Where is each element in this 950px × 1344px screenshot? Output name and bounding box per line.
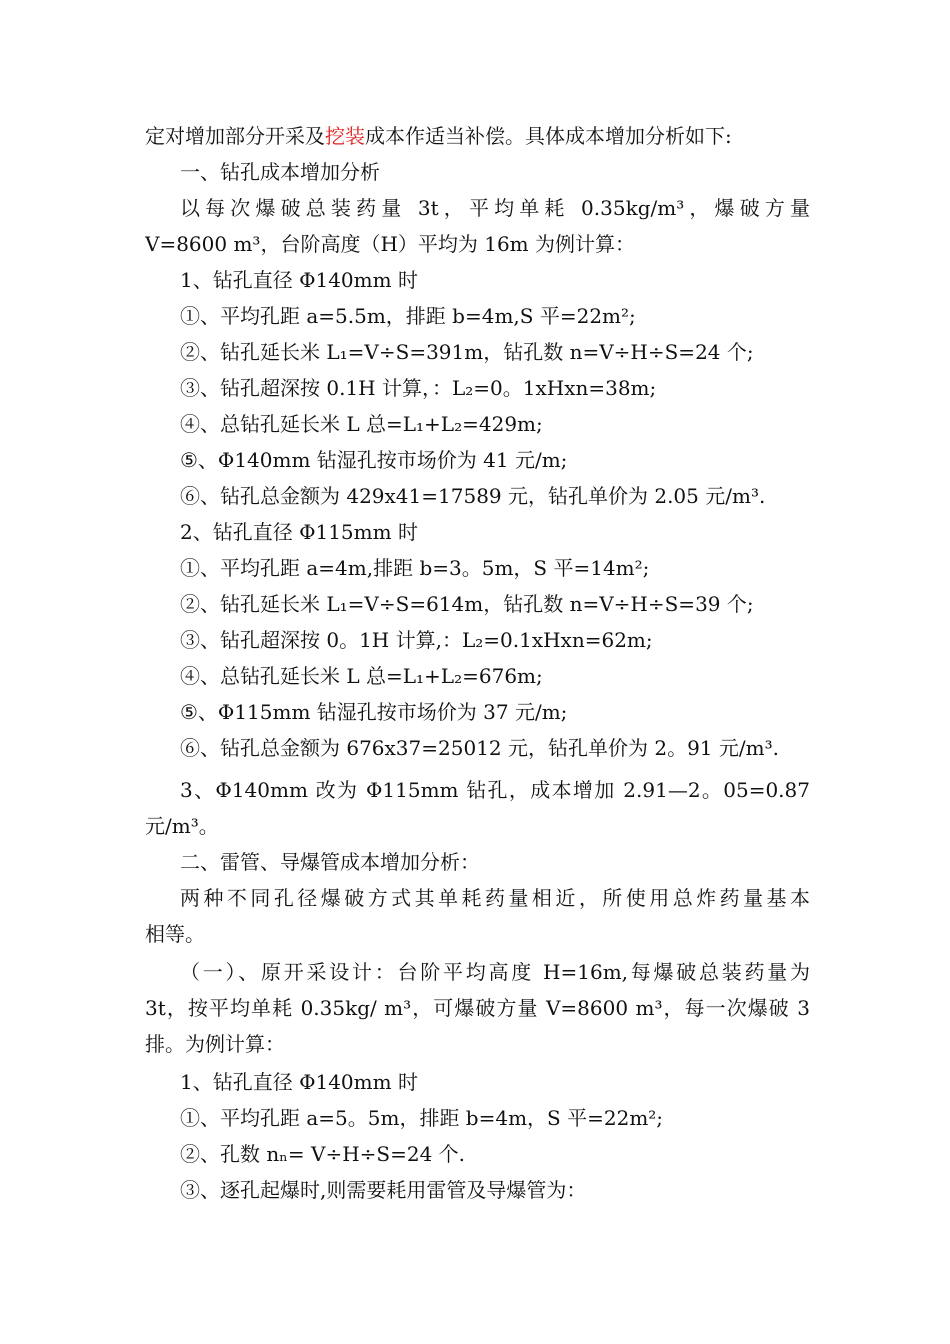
paragraph-line: （一）、原开采设计：台阶平均高度 H=16m,每爆破总装药量为 <box>180 960 810 984</box>
list-item: ⑥、钻孔总金额为 676ⅹ37=25012 元，钻孔单价为 2。91 元/m³. <box>180 736 779 760</box>
list-item: ③、钻孔超深按 0.1H 计算，：L₂=0。1ⅹHⅹn=38m; <box>180 376 657 400</box>
list-item: ⑥、钻孔总金额为 429ⅹ41=17589 元，钻孔单价为 2.05 元/m³. <box>180 484 766 508</box>
paragraph-line: 3t，按平均单耗 0.35kg/ m³，可爆破方量 V=8600 m³，每一次爆破 3 <box>145 996 810 1020</box>
paragraph-line: 以每次爆破总装药量 3t，平均单耗 0.35kg/m³，爆破方量 <box>180 196 810 220</box>
paragraph-line: 排。为例计算： <box>145 1032 285 1056</box>
paragraph-line: V=8600 m³，台阶高度（H）平均为 16m 为例计算： <box>145 232 636 256</box>
section-heading-2: 二、雷管、导爆管成本增加分析： <box>180 850 480 874</box>
section-heading-1: 一、钻孔成本增加分析 <box>180 160 380 184</box>
paragraph-line: 相等。 <box>145 922 205 946</box>
list-item: ①、平均孔距 a=4m,排距 b=3。5m，S 平=14m²; <box>180 556 650 580</box>
paragraph-line-1: 定对增加部分开采及挖装成本作适当补偿。具体成本增加分析如下: <box>145 124 732 148</box>
list-item: ⑤、Φ140mm 钻湿孔按市场价为 41 元/m; <box>180 448 568 472</box>
list-item: ④、总钻孔延长米 L 总=L₁+L₂=676m; <box>180 664 543 688</box>
list-item: ②、钻孔延长米 L₁=V÷S=391m，钻孔数 n=V÷H÷S=24 个; <box>180 340 754 364</box>
highlighted-word: 挖装 <box>325 124 365 148</box>
list-item: ③、逐孔起爆时,则需要耗用雷管及导爆管为： <box>180 1178 587 1202</box>
subsection-heading: 2、钻孔直径 Φ115mm 时 <box>180 520 418 544</box>
list-item: ③、钻孔超深按 0。1H 计算,：L₂=0.1ⅹHⅹn=62m; <box>180 628 653 652</box>
paragraph-line: 元/m³。 <box>145 814 219 838</box>
subsection-heading: 1、钻孔直径 Φ140mm 时 <box>180 268 418 292</box>
list-item: ②、钻孔延长米 L₁=V÷S=614m，钻孔数 n=V÷H÷S=39 个; <box>180 592 754 616</box>
paragraph-line: 3、Φ140mm 改为 Φ115mm 钻孔，成本增加 2.91—2。05=0.87 <box>180 778 810 802</box>
paragraph-line: 两种不同孔径爆破方式其单耗药量相近，所使用总炸药量基本 <box>180 886 810 910</box>
list-item: ②、孔数 nₙ= V÷H÷S=24 个. <box>180 1142 466 1166</box>
list-item: ⑤、Φ115mm 钻湿孔按市场价为 37 元/m; <box>180 700 568 724</box>
list-item: ④、总钻孔延长米 L 总=L₁+L₂=429m; <box>180 412 543 436</box>
list-item: ①、平均孔距 a=5.5m，排距 b=4m,S 平=22m²; <box>180 304 636 328</box>
subsection-heading: 1、钻孔直径 Φ140mm 时 <box>180 1070 418 1094</box>
list-item: ①、平均孔距 a=5。5m，排距 b=4m，S 平=22m²; <box>180 1106 664 1130</box>
